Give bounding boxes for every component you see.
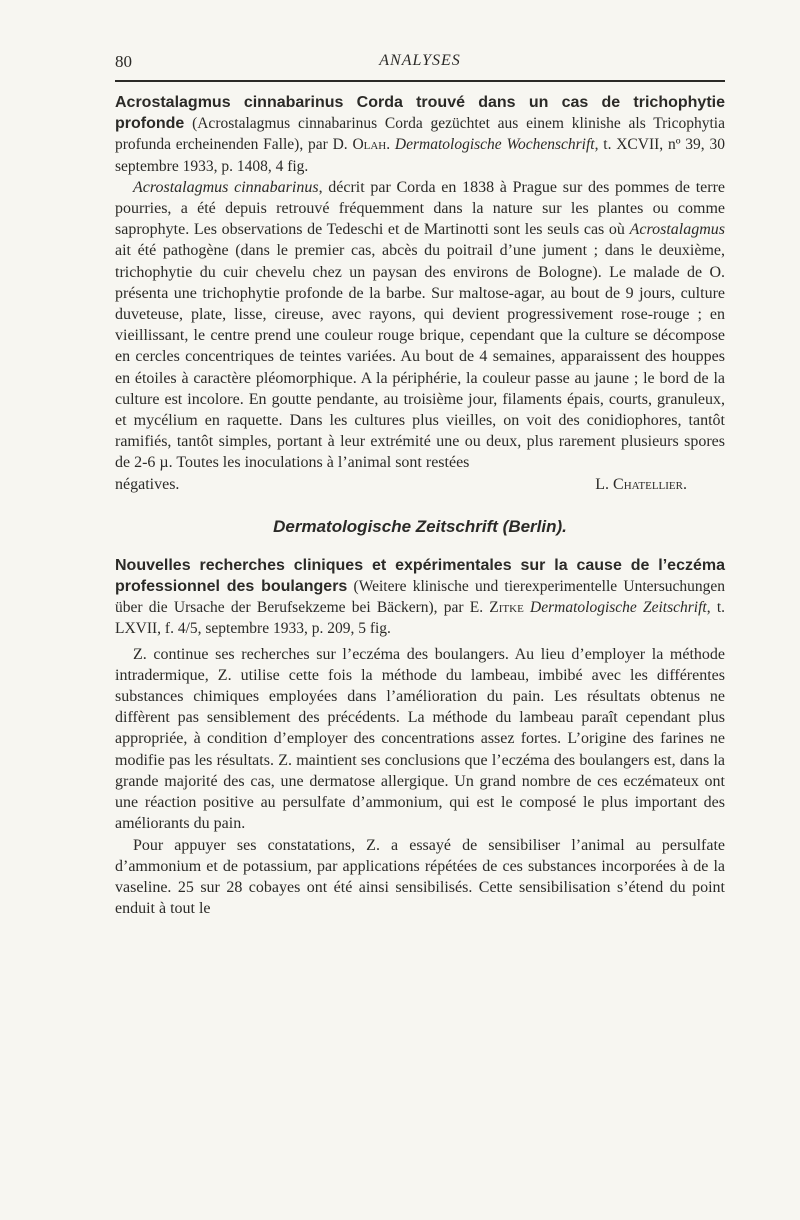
article1-body-part1: , décrit par Corda en 1838 à Prague sur des pommes de terre pourries, a été depuis retrouvé fréquemment dans la nature sur les plantes ou comme saprophyte. Les observations de Tedeschi et de Martinotti sont les seuls cas où [115,178,726,239]
article2-paragraph-2: Pour appuyer ses constatations, Z. a essayé de sensibiliser l’animal au persulfate d’ammonium et de potassium, par applications répétées de ces substances incorporées à de la vaseline. 25 sur 28 cobayes ont été ainsi sensibilisés. Cette sensibilisation s’étend du point enduit à tout le [115,836,725,918]
running-head [115,52,725,78]
article1-genus-2: Acrostalagmus [629,221,725,239]
section-title: Dermatologische Zeitschrift (Berlin). [273,516,567,536]
article2-title: Nouvelles recherches cliniques et expérimentales sur la cause de l’eczéma professionnel des boulangers [115,556,725,596]
article2-author: Zitke [489,599,524,617]
article2-journal: Dermatologische Zeitschrift [530,599,707,617]
article1-citation-c: , t. XCVII, nº 39, 30 septembre 1933, p. 1408, 4 fig. [115,136,725,175]
article1-citation-b: . [386,136,395,154]
article2-citation-a: (Weitere klinische und tierexperimentelle Untersuchungen über die Ursache der Berufsekzeme bei Bäckern), par E. [115,578,725,617]
article1-genus: Acrostalagmus cinnabarinus [133,178,319,196]
article2-paragraph-1: Z. continue ses recherches sur l’eczéma des boulangers. Au lieu d’employer la méthode intradermique, Z. utilise cette fois la méthode du lambeau, imbibé avec les différentes substances chimiques employées dans l’amélioration du pain. Les résultats obtenus ne diffèrent pas sensiblement des précédents. La méthode du lambeau paraît cependant plus appropriée, à condition d’employer des concentrations assez fortes. L’origine des farines ne modifie pas les résultats. Z. maintient ses conclusions que l’eczéma des boulangers est, dans la grande majorité des cas, une dermatose allergique. Un grand nombre de ces eczémateux ont une réaction positive au persulfate d’ammonium, qui est le composé le plus important des améliorants du pain. [115,645,725,833]
article1-title: Acrostalagmus cinnabarinus Corda trouvé dans un cas de trichophytie profonde [115,94,725,133]
article1-reference [115,92,725,177]
article1-body-part2: ait été pathogène (dans le premier cas, abcès du poitrail d’une jument ; dans le deuxième, trichophytie du cuir chevelu chez un paysan des environs de Bologne). Le malade de O. présenta une trichophytie profonde de la barbe. Sur maltose-agar, au bout de 9 jours, culture duveteuse, plate, lisse, cireuse, avec rayons, qui devient progressivement rose-rouge ; en vieillissant, le centre prend une couleur rouge brique, cependant que la culture se décompose en cercles concentriques de teintes variées. Au bout de 4 semaines, apparaissent des houppes en étoiles à caractère pléomorphique. A la périphérie, la couleur passe au jaune ; le bord de la culture est incolore. En goutte pendante, au troisième jour, filaments épais, courts, granuleux, et mycélium en raquette. Dans les cultures plus vieilles, on voit des conidiophores, tantôt ramifiés, tantôt simples, portant à leur extrémité une ou deux, plus rarement plusieurs spores de 2-6 µ. Toutes les inoculations à l’animal sont restées [115,242,725,472]
page-number: 80 [115,52,132,71]
article1-body [115,177,725,474]
article2-reference [115,555,725,640]
article1-signature: L. Chatellier. [595,475,687,493]
article1-citation-a: (Acrostalagmus cinnabarinus Corda gezüchtet aus einem klinishe als Tricophytia profunda ercheinenden Falle), par D. [115,115,725,154]
article1-author: Olah [352,136,387,154]
running-title: ANALYSES [379,52,461,69]
header-rule [115,80,725,82]
article2-citation-c: , t. LXVII, f. 4/5, septembre 1933, p. 209, 5 fig. [115,599,725,638]
article1-body-last: négatives. [115,475,180,493]
article1-closing-line [115,474,725,495]
article1-journal: Dermatologische Wochenschrift [394,136,595,154]
page [115,52,725,919]
